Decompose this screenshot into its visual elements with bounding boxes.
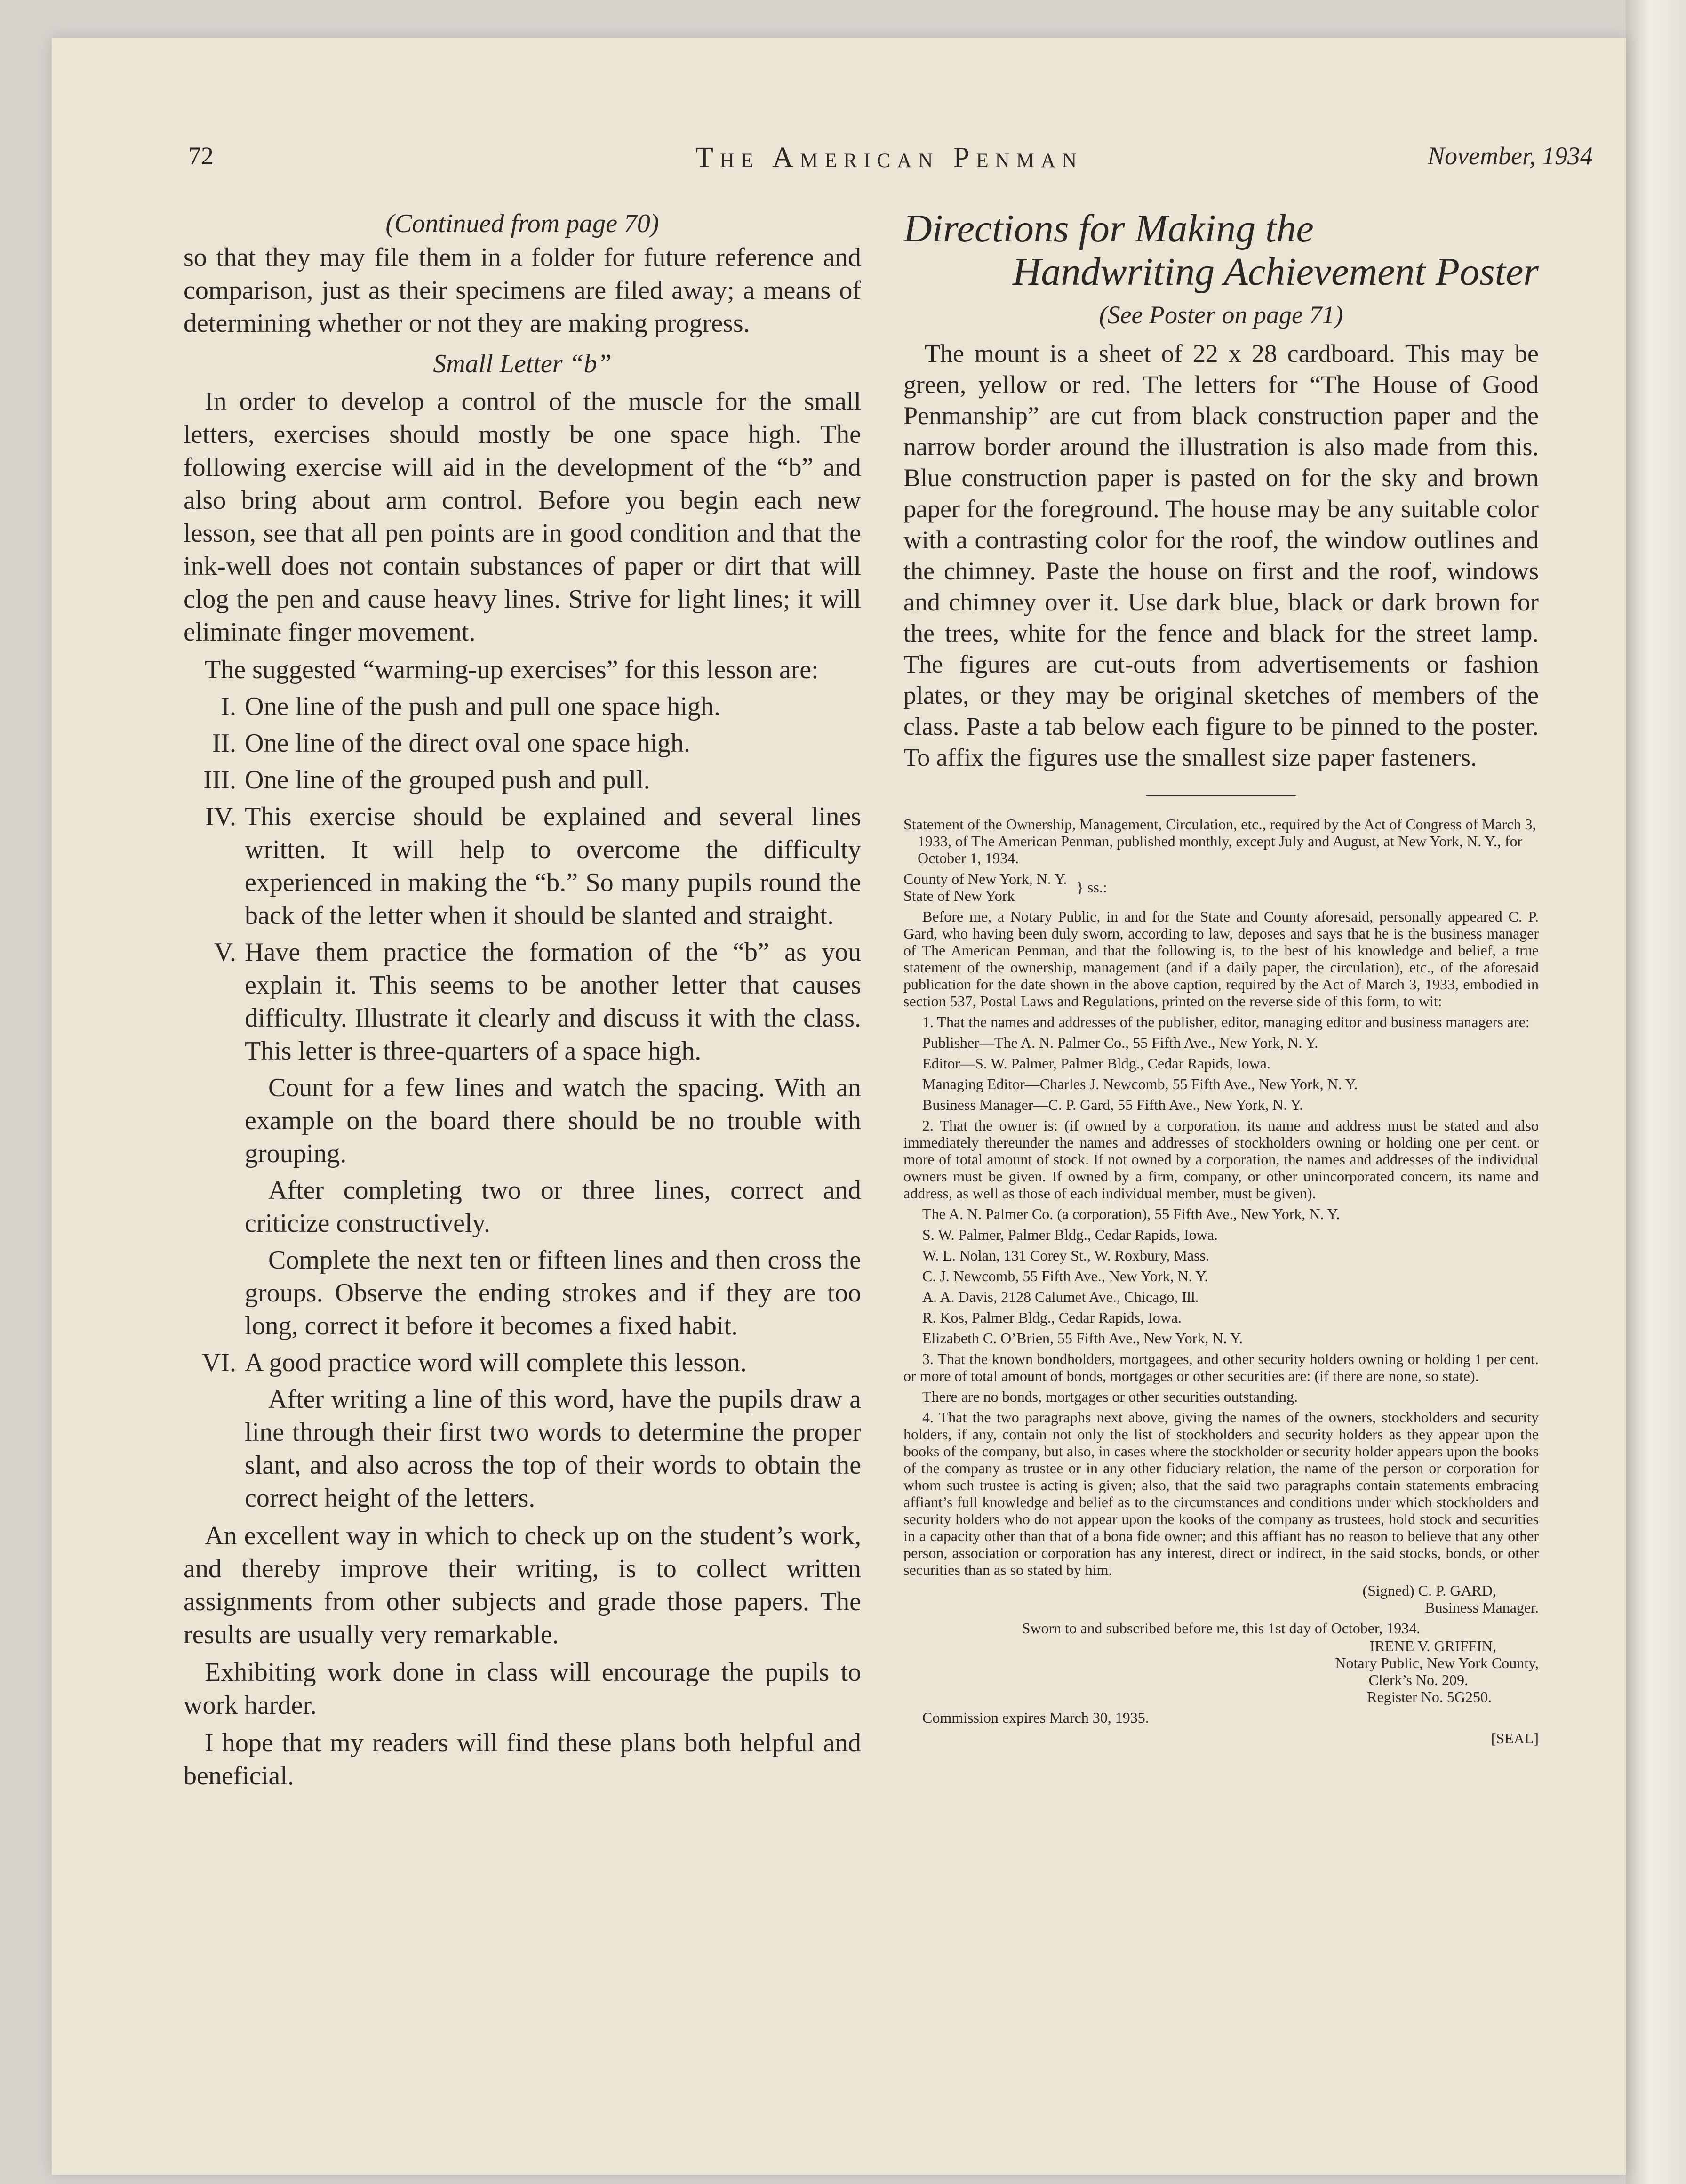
right-column [903, 207, 1539, 1747]
exercise-number: IV. [205, 802, 236, 831]
register-number: Register No. 5G250. [1367, 1688, 1492, 1705]
statement-paragraph: 3. That the known bondholders, mortgagees, and other security holders owning or holding 1 per cent. or more of total amount of bonds, mortgages or other securities are: (if there are none, so state). [903, 1350, 1539, 1384]
owner-listing: C. J. Newcomb, 55 Fifth Ave., New York, N. Y. [922, 1268, 1208, 1285]
statement-intro: Statement of the Ownership, Management, Circulation, etc., required by the Act of Congress of March 3, 1933, of The American Penman, published monthly, except July and August, at New York, N. Y., for October 1, 1934. [903, 816, 1536, 867]
page-binding-edge [1626, 0, 1686, 2184]
statement-paragraph: 2. That the owner is: (if owned by a corporation, its name and address must be stated and also immediately thereunder the names and addresses of stockholders owning or holding one per cent. or more of total amount of stock. If not owned by a corporation, the names and addresses of the individual owners must be given. If owned by a firm, company, or other unincorporated concern, its name and address, as well as those of each individual member, must be given). [903, 1117, 1539, 1202]
statement-paragraph: 4. That the two paragraphs next above, giving the names of the owners, stockholders and security holders, if any, contain not only the list of stockholders and security holders as they appear upon the books of the company, but also, in cases where the stockholder or security holder appears upon the books of the company as trustee or in any other fiduciary relation, the name of the person or corporation for whom such trustee is acting is given; also, that the said two paragraphs contain statements embracing affiant’s full knowledge and belief as to the circumstances and conditions under which stockholders and security holders who do not appear upon the kooks of the company as trustees, hold stock and securities in a capacity other than that of a bona fide owner; and this affiant has no reason to believe that any other person, association or corporation has any interest, direct or indirect, in the said stocks, bonds, or other securities than as so stated by him. [903, 1409, 1539, 1578]
exercise-item [184, 763, 861, 796]
exercise-number: II. [212, 729, 236, 758]
county-line: County of New York, N. Y. [903, 870, 1067, 887]
statement-paragraph: Before me, a Notary Public, in and for the State and County aforesaid, personally appeared C. P. Gard, who having been duly sworn, according to law, deposes and says that he is the business manager of The American Penman, and that the following is, to the best of his knowledge and belief, a true statement of the ownership, management (and if a daily paper, the circulation), etc., of the aforesaid publication for the date shown in the above caption, required by the Act of March 3, 1933, embodied in section 537, Postal Laws and Regulations, printed on the reverse side of this form, to wit: [903, 908, 1539, 1010]
exercise-item [184, 1346, 861, 1379]
ss-mark: } ss.: [1076, 879, 1107, 896]
exercise-subparagraph: Count for a few lines and watch the spacing. With an example on the board there should be no trouble with grouping. [245, 1073, 861, 1168]
exercise-item [184, 936, 861, 1068]
issue-date: November, 1934 [1428, 142, 1593, 170]
exercise-item [184, 727, 861, 760]
intro-paragraph: so that they may file them in a folder for future reference and comparison, just as their specimens are filed away; a means of determining whether or not they are making progress. [184, 243, 861, 338]
paragraph: In order to develop a control of the muscle for the small letters, exercises should mostly be one space high. The following exercise will aid in the development of the “b” and also bring about arm control. Before you begin each new lesson, see that all pen points are in good condition and that the ink-well does not contain substances of paper or dirt that will clog the pen and cause heavy lines. Strive for light lines; it will eliminate finger movement. [184, 387, 861, 647]
exercise-text: One line of the grouped push and pull. [245, 765, 650, 795]
paragraph: The suggested “warming-up exercises” for this lesson are: [205, 655, 819, 684]
running-title: The American Penman [695, 142, 1083, 174]
commission-line: Commission expires March 30, 1935. [922, 1709, 1149, 1726]
statement-listing: Publisher—The A. N. Palmer Co., 55 Fifth Ave., New York, N. Y. [922, 1034, 1318, 1051]
clerk-number: Clerk’s No. 209. [1368, 1671, 1468, 1688]
exercise-number: I. [221, 692, 236, 721]
exercise-text: One line of the direct oval one space high. [245, 729, 690, 758]
statement-listing: Managing Editor—Charles J. Newcomb, 55 Fifth Ave., New York, N. Y. [922, 1076, 1358, 1092]
exercise-number: III. [203, 765, 236, 795]
statement-listing: There are no bonds, mortgages or other securities outstanding. [922, 1388, 1298, 1405]
exercise-item [184, 800, 861, 932]
article-title [903, 207, 1539, 294]
seal-mark: [SEAL] [1491, 1730, 1539, 1747]
owner-listing: S. W. Palmer, Palmer Bldg., Cedar Rapids, Iowa. [922, 1226, 1218, 1243]
owner-listing: A. A. Davis, 2128 Calumet Ave., Chicago, Ill. [922, 1288, 1199, 1305]
statement-paragraph: 1. That the names and addresses of the publisher, editor, managing editor and business managers are: [922, 1013, 1530, 1030]
signature-title: Business Manager. [1425, 1599, 1539, 1616]
article-title-line2: Handwriting Achievement Poster [1012, 250, 1539, 294]
owner-listing: Elizabeth C. O’Brien, 55 Fifth Ave., New York, N. Y. [922, 1330, 1243, 1347]
section-divider [1146, 795, 1296, 796]
sworn-line: Sworn to and subscribed before me, this 1st day of October, 1934. [1022, 1620, 1421, 1637]
exercise-number: V. [214, 938, 236, 967]
exercise-text: One line of the push and pull one space high. [245, 692, 720, 721]
paragraph: An excellent way in which to check up on the student’s work, and thereby improve their writing, is to collect written assignments from other subjects and grade those papers. The results are usually very remarkable. [184, 1521, 861, 1649]
signature: (Signed) C. P. GARD, [1362, 1582, 1496, 1599]
owner-listing: The A. N. Palmer Co. (a corporation), 55 Fifth Ave., New York, N. Y. [922, 1205, 1340, 1222]
exercise-text: A good practice word will complete this lesson. [245, 1348, 747, 1377]
paragraph: Exhibiting work done in class will encourage the pupils to work harder. [184, 1658, 861, 1720]
statement-listing: Editor—S. W. Palmer, Palmer Bldg., Cedar Rapids, Iowa. [922, 1055, 1270, 1072]
section-subhead: Small Letter “b” [433, 349, 612, 378]
exercise-text: Have them practice the formation of the “b” as you explain it. This seems to be another letter that causes difficulty. Illustrate it clearly and discuss it with the class. This letter is three-quarters of a space high. [245, 938, 861, 1066]
exercise-text: This exercise should be explained and several lines written. It will help to overcome the difficulty experienced in making the “b.” So many pupils round the back of the letter when it should be slanted and straight. [245, 802, 861, 930]
exercise-item [184, 690, 861, 723]
county-block [903, 870, 1539, 904]
owner-listing: W. L. Nolan, 131 Corey St., W. Roxbury, Mass. [922, 1247, 1210, 1264]
paragraph: I hope that my readers will find these plans both helpful and beneficial. [184, 1728, 861, 1791]
owner-listing: R. Kos, Palmer Bldg., Cedar Rapids, Iowa. [922, 1309, 1182, 1326]
ownership-statement [903, 816, 1539, 1747]
article-title-line1: Directions for Making the [903, 207, 1314, 250]
notary-name: IRENE V. GRIFFIN, [1369, 1638, 1496, 1654]
left-column [184, 207, 861, 1792]
notary-title: Notary Public, New York County, [1335, 1654, 1539, 1671]
exercise-subparagraph: After writing a line of this word, have the pupils draw a line through their first two words to determine the proper slant, and also across the top of their words to obtain the correct height of the letters. [245, 1385, 861, 1513]
exercise-subparagraph: After completing two or three lines, correct and criticize constructively. [245, 1176, 861, 1238]
exercise-number: VI. [201, 1348, 236, 1377]
exercise-subparagraph: Complete the next ten or fifteen lines and then cross the groups. Observe the ending strokes and if they are too long, correct it before it becomes a fixed habit. [245, 1245, 861, 1341]
directions-body: The mount is a sheet of 22 x 28 cardboard. This may be green, yellow or red. The letters for “The House of Good Penmanship” are cut from black construction paper and the narrow border around the illustration is also made from this. Blue construction paper is pasted on for the sky and brown paper for the foreground. The house may be any suitable color with a contrasting color for the roof, the window outlines and the chimney. Paste the house on first and the roof, windows and chimney over it. Use dark blue, black or dark brown for the trees, white for the fence and black for the street lamp. The figures are cut-outs from advertisements or fashion plates, or they may be original sketches of members of the class. Paste a tab below each figure to be pinned to the poster. To affix the figures use the smallest size paper fasteners. [903, 339, 1539, 771]
continued-note: (Continued from page 70) [385, 209, 659, 238]
statement-listing: Business Manager—C. P. Gard, 55 Fifth Ave., New York, N. Y. [922, 1096, 1303, 1113]
state-line: State of New York [903, 887, 1015, 904]
page-number: 72 [188, 142, 214, 170]
poster-reference: (See Poster on page 71) [1099, 301, 1343, 329]
